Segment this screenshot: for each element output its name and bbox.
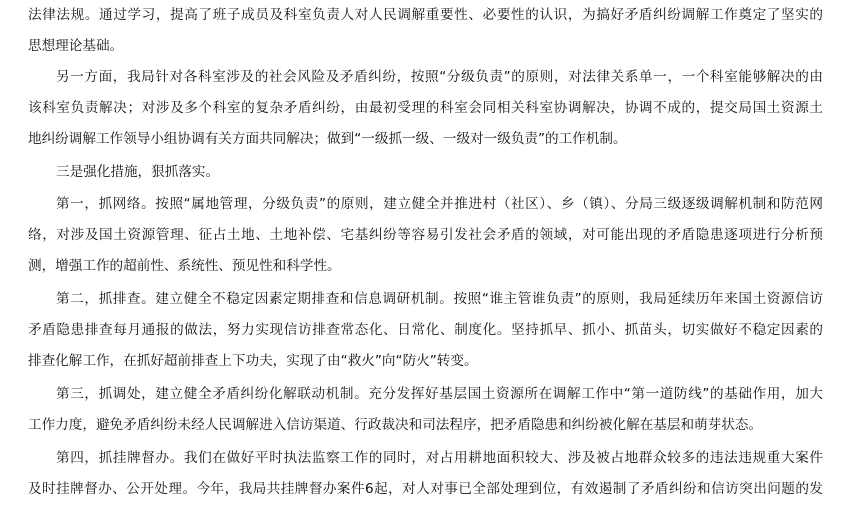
- text-line: 该科室负责解决；对涉及多个科室的复杂矛盾纠纷，由最初受理的科室会同相关科室协调解决，协调不成的，提交局国土资源土: [28, 100, 823, 116]
- text-line: 工作力度，避免矛盾纠纷未经人民调解进入信访渠道、行政裁决和司法程序，把矛盾隐患和纠纷被化解在基层和萌芽状态。: [28, 417, 763, 433]
- text-line: 及时挂牌督办、公开处理。今年，我局共挂牌督办案件6起，对人对事已全部处理到位，有效遏制了矛盾纠纷和信访突出问题的发: [28, 481, 823, 497]
- text-line: 法律法规。通过学习，提高了班子成员及科室负责人对人民调解重要性、必要性的认识，为搞好矛盾纠纷调解工作奠定了坚实的: [28, 7, 823, 23]
- text-line: 第二，抓排查。建立健全不稳定因素定期排查和信息调研机制。按照“谁主管谁负责”的原则，我局延续历年来国土资源信访: [56, 291, 823, 307]
- text-line: 测，增强工作的超前性、系统性、预见性和科学性。: [28, 258, 341, 274]
- text-line: 络，对涉及国土资源管理、征占土地、土地补偿、宅基纠纷等容易引发社会矛盾的领域，对可能出现的矛盾隐患逐项进行分析预: [28, 227, 823, 243]
- section-heading: 三是强化措施，狠抓落实。: [56, 164, 220, 180]
- text-line: 第三，抓调处，建立健全矛盾纠纷化解联动机制。充分发挥好基层国土资源所在调解工作中“第一道防线”的基础作用，加大: [56, 386, 823, 402]
- text-line: 第一，抓网络。按照“属地管理，分级负责”的原则，建立健全并推进村（社区）、乡（镇）、分局三级逐级调解机制和防范网: [56, 196, 823, 212]
- text-line: 第四，抓挂牌督办。我们在做好平时执法监察工作的同时，对占用耕地面积较大、涉及被占地群众较多的违法违规重大案件: [56, 450, 823, 466]
- text-line: 思想理论基础。: [28, 38, 124, 54]
- text-line: 矛盾隐患排查每月通报的做法，努力实现信访排查常态化、日常化、制度化。坚持抓早、抓小、抓苗头，切实做好不稳定因素的: [28, 322, 823, 338]
- text-line: 另一方面，我局针对各科室涉及的社会风险及矛盾纠纷，按照“分级负责”的原则，对法律关系单一，一个科室能够解决的由: [56, 69, 823, 85]
- text-line: 地纠纷调解工作领导小组协调有关方面共同解决；做到“一级抓一级、一级对一级负责”的工作机制。: [28, 131, 627, 147]
- text-line: 排查化解工作，在抓好超前排查上下功夫，实现了由“救火”向“防火”转变。: [28, 353, 478, 369]
